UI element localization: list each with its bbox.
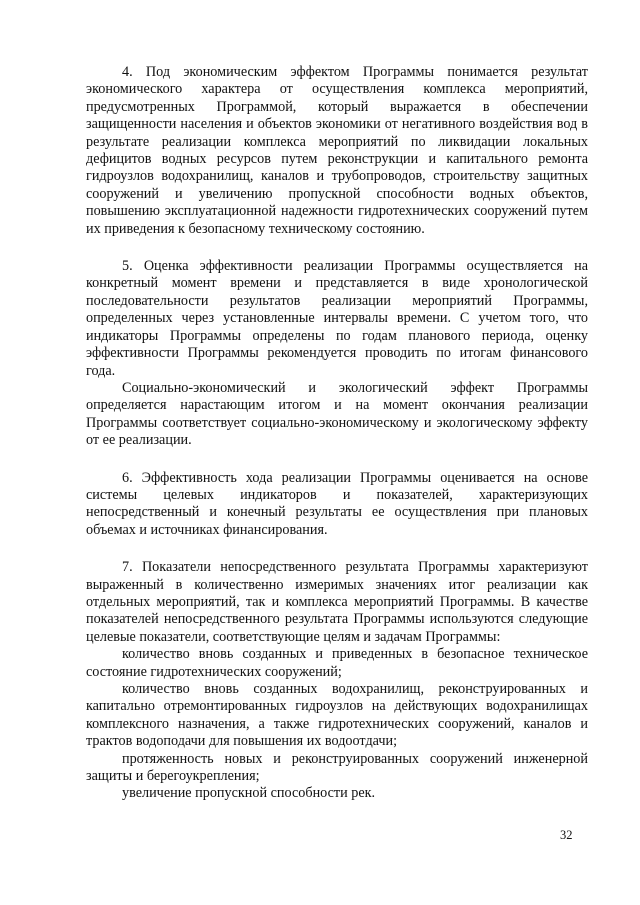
page-number: 32 (560, 828, 573, 842)
paragraph-7-direct-result-indicators: 7. Показатели непосредственного результата Программы характеризуют выраженный в количественно измеримых значениях итог реализации как отдельных мероприятий, так и комплекса мероприятий Программы. В качестве показателей непосредственного результата Программы используются следующие целевые показатели, соответствующие целям и задачам Программы: (86, 559, 588, 645)
indicator-item-hydraulic-structures: количество вновь созданных и приведенных в безопасное техническое состояние гидротехнических сооружений; (86, 646, 588, 680)
paragraph-4-economic-effect: 4. Под экономическим эффектом Программы понимается результат экономического характера от осуществления комплекса мероприятий, предусмотренных Программой, который выражается в обеспечении защищенности населения и объектов экономики от негативного воздействия вод в результате реализации комплекса мероприятий по ликвидации локальных дефицитов водных ресурсов путем реконструкции и капитального ремонта гидроузлов водохранилищ, каналов и трубопроводов, строительству защитных сооружений и увеличению пропускной способности водных объектов, повышению эксплуатационной надежности гидротехнических сооружений путем их приведения к безопасному техническому состоянию. (86, 64, 588, 237)
paragraph-5-efficiency-assessment: 5. Оценка эффективности реализации Программы осуществляется на конкретный момент времени и представляется в виде хронологической последовательности результатов реализации мероприятий Программы, определенных через установленные интервалы времени. С учетом того, что индикаторы Программы определены по годам планового периода, оценку эффективности Программы рекомендуется проводить по итогам финансового года. (86, 258, 588, 379)
indicator-item-river-capacity: увеличение пропускной способности рек. (122, 785, 376, 802)
indicator-item-reservoirs: количество вновь созданных водохранилищ, реконструированных и капитально отремонтированных гидроузлов на действующих водохранилищах комплексного назначения, а также гидротехнических сооружений, каналов и трактов водоподачи для повышения их водоотдачи; (86, 681, 588, 750)
document-body (86, 64, 588, 803)
paragraph-6-progress-efficiency: 6. Эффективность хода реализации Программы оценивается на основе системы целевых индикаторов и показателей, характеризующих непосредственный и конечный результаты ее осуществления при плановых объемах и источниках финансирования. (86, 469, 588, 538)
indicator-item-protection-length: протяженность новых и реконструированных сооружений инженерной защиты и берегоукрепления; (86, 750, 588, 785)
paragraph-socio-economic-effect: Социально-экономический и экологический эффект Программы определяется нарастающим итогом и на момент окончания реализации Программы соответствует социально-экономическому и экологическому эффекту от ее реализации. (86, 379, 588, 449)
